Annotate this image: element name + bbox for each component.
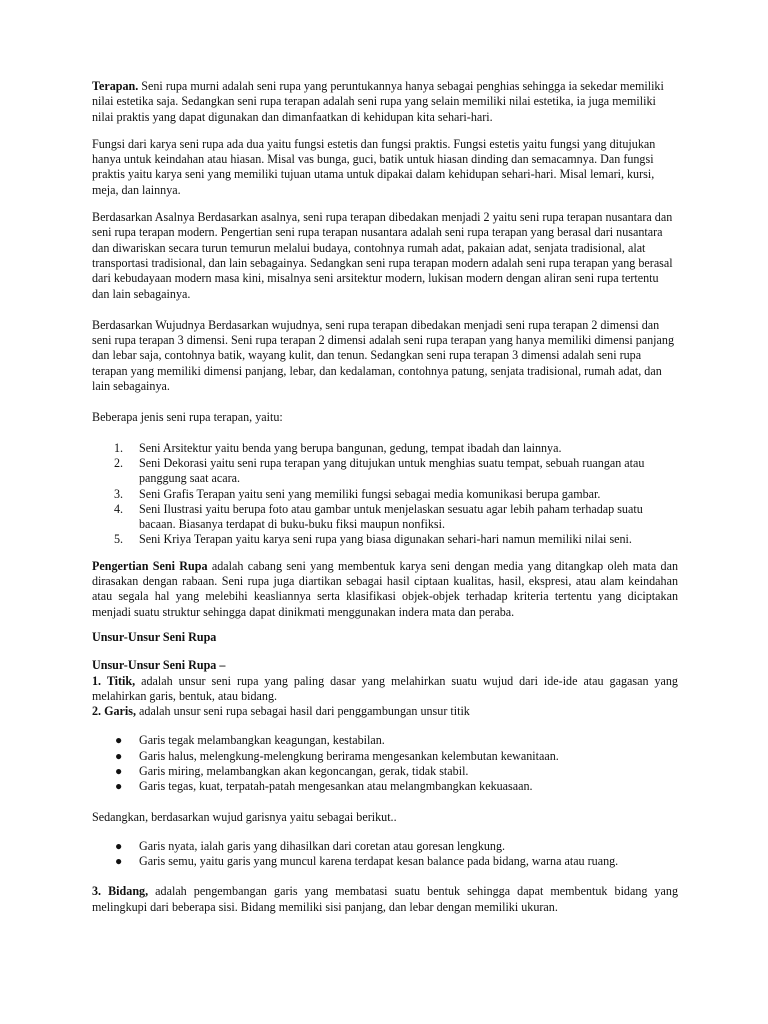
garis-text: adalah unsur seni rupa sebagai hasil dari penggambungan unsur titik <box>136 704 470 719</box>
titik-text: adalah unsur seni rupa yang paling dasar yang melahirkan suatu wujud dari ide-ide atau gagasan yang melahirkan garis, bentuk, atau bidang. <box>92 673 678 703</box>
heading-unsur-2 <box>92 658 678 673</box>
list-item-text: Garis halus, melengkung-melengkung berirama mengesankan kelembutan kewanitaan. <box>139 748 559 763</box>
list-item <box>92 764 678 779</box>
garis-list <box>92 733 678 794</box>
list-item-text: Seni Dekorasi yaitu seni rupa terapan yang ditujukan untuk menghias suatu tempat, sebuah ruangan atau panggung saat acara. <box>139 455 645 486</box>
paragraph-asal: Berdasarkan Asalnya Berdasarkan asalnya, seni rupa terapan dibedakan menjadi 2 yaitu seni rupa terapan nusantara dan seni rupa terapan modern. Pengertian seni rupa terapan nusantara adalah seni rupa terapan yang berasal dari nusantara dan diwariskan secara turun temurun melalui budaya, contohnya rumah adat, pakaian adat, senjata tradisional, alat transportasi tradisional, dan lain sebagainya. Sedangkan seni rupa terapan modern adalah seni rupa terapan yang berasal dari kebudayaan modern masa kini, misalnya seni arsitektur modern, lukisan modern dengan aliran seni rupa tertentu dan lain sebagainya. <box>92 210 673 301</box>
heading-unsur-text: Unsur-Unsur Seni Rupa <box>92 629 217 644</box>
jenis-list <box>92 441 678 548</box>
paragraph-bidang <box>92 884 678 915</box>
list-item-text: Garis tegas, kuat, terpatah-patah mengesankan atau melangmbangkan kekuasaan. <box>139 779 533 794</box>
pengertian-text: adalah cabang seni yang membentuk karya seni dengan media yang ditangkap oleh mata dan dirasakan dengan rabaan. Seni rupa juga diartikan sebagai hasil ciptaan kualitas, hasil, ekspresi, atau alam keindahan atau segala hal yang melebihi keasliannya serta klasifikasi objek-objek terhadap kriteria tertentu yang diciptakan menjadi suatu struktur sehingga dapat dinikmati menggunakan indera mata dan peraba. <box>92 558 678 619</box>
list-number: 5. <box>114 532 124 547</box>
list-item-text: Seni Arsitektur yaitu benda yang berupa bangunan, gedung, tempat ibadah dan lainnya. <box>139 440 562 455</box>
paragraph-wujud: Berdasarkan Wujudnya Berdasarkan wujudnya, seni rupa terapan dibedakan menjadi seni rupa terapan 2 dimensi dan seni rupa terapan 3 dimensi. Seni rupa terapan 2 dimensi adalah seni rupa terapan yang hanya memiliki dimensi panjang dan lebar saja, contohnya batik, wayang kulit, dan tenun. Sedangkan seni rupa terapan 3 dimensi adalah seni rupa terapan yang memiliki dimensi panjang, lebar, dan kedalaman, contohnya patung, senjata tradisional, rumah adat, dan lain sebagainya. <box>92 317 674 394</box>
list-item <box>92 733 678 748</box>
bullet-icon: ● <box>115 854 123 869</box>
bidang-text: adalah pengembangan garis yang membatasi suatu bentuk sehingga dapat membentuk bidang yang melingkupi dari beberapa sisi. Bidang memiliki sisi panjang, dan lebar dengan memiliki ukuran. <box>92 884 678 914</box>
list-item-text: Seni Grafis Terapan yaitu seni yang memiliki fungsi sebagai media komunikasi berupa gambar. <box>139 486 601 501</box>
list-item <box>92 502 678 533</box>
paragraph-titik <box>92 674 678 705</box>
heading-unsur <box>92 630 678 645</box>
list-item-text: Garis miring, melambangkan akan kegoncangan, gerak, tidak stabil. <box>139 763 469 778</box>
list-item-text: Seni Kriya Terapan yaitu karya seni rupa yang biasa digunakan sehari-hari namun memiliki nilai seni. <box>139 532 632 547</box>
list-item <box>92 779 678 794</box>
bullet-icon: ● <box>115 748 123 763</box>
list-item-text: Garis semu, yaitu garis yang muncul karena terdapat kesan balance pada bidang, warna atau ruang. <box>139 854 619 869</box>
wujud-garis-list <box>92 839 678 870</box>
term-titik: 1. Titik, <box>92 673 136 688</box>
term-terapan: Terapan. <box>92 79 139 93</box>
bullet-icon: ● <box>115 838 123 853</box>
bullet-icon: ● <box>115 763 123 778</box>
term-garis: 2. Garis, <box>92 704 137 719</box>
list-number: 4. <box>114 501 124 516</box>
bullet-icon: ● <box>115 779 123 794</box>
list-number: 1. <box>114 440 124 455</box>
list-number: 3. <box>114 486 124 501</box>
list-item-text: Garis nyata, ialah garis yang dihasilkan dari coretan atau goresan lengkung. <box>139 838 506 853</box>
list-item <box>92 487 678 502</box>
paragraph-terapan <box>92 79 678 125</box>
list-item <box>92 749 678 764</box>
paragraph-garis <box>92 704 678 719</box>
term-pengertian: Pengertian Seni Rupa <box>92 558 208 573</box>
document-content <box>92 79 678 915</box>
list-item-text: Garis tegak melambangkan keagungan, kestabilan. <box>139 733 385 748</box>
list-item <box>92 854 678 869</box>
paragraph-sedangkan: Sedangkan, berdasarkan wujud garisnya yaitu sebagai berikut.. <box>92 809 397 824</box>
bullet-icon: ● <box>115 733 123 748</box>
list-number: 2. <box>114 455 124 470</box>
paragraph-pengertian <box>92 559 678 620</box>
paragraph-fungsi: Fungsi dari karya seni rupa ada dua yaitu fungsi estetis dan fungsi praktis. Fungsi estetis yaitu fungsi yang ditujukan hanya untuk keindahan atau hiasan. Misal vas bunga, guci, batik untuk hiasan dinding dan semacamnya. Dan fungsi praktis yaitu karya seni yang memiliki tujuan utama untuk dipakai dalam kehidupan sehari-hari. Misal lemari, kursi, meja, dan lainnya. <box>92 136 656 197</box>
list-item <box>92 532 678 547</box>
list-item <box>92 456 678 487</box>
term-bidang: 3. Bidang, <box>92 884 149 899</box>
list-item-text: Seni Ilustrasi yaitu berupa foto atau gambar untuk menjelaskan sesuatu agar lebih paham terhadap suatu bacaan. Biasanya terdapat di buku-buku fiksi maupun nonfiksi. <box>139 501 643 532</box>
list-item <box>92 441 678 456</box>
paragraph-jenis-intro: Beberapa jenis seni rupa terapan, yaitu: <box>92 410 283 425</box>
terapan-text: Seni rupa murni adalah seni rupa yang peruntukannya hanya sebagai penghias sehingga ia sekedar memiliki nilai estetika saja. Sedangkan seni rupa terapan adalah seni rupa yang selain memiliki nilai estetika, ia juga memiliki nilai praktis yang dapat digunakan dan dimanfaatkan di kehidupan kita sehari-hari. <box>92 79 664 124</box>
list-item <box>92 839 678 854</box>
heading-unsur-2-text: Unsur-Unsur Seni Rupa – <box>92 658 226 673</box>
